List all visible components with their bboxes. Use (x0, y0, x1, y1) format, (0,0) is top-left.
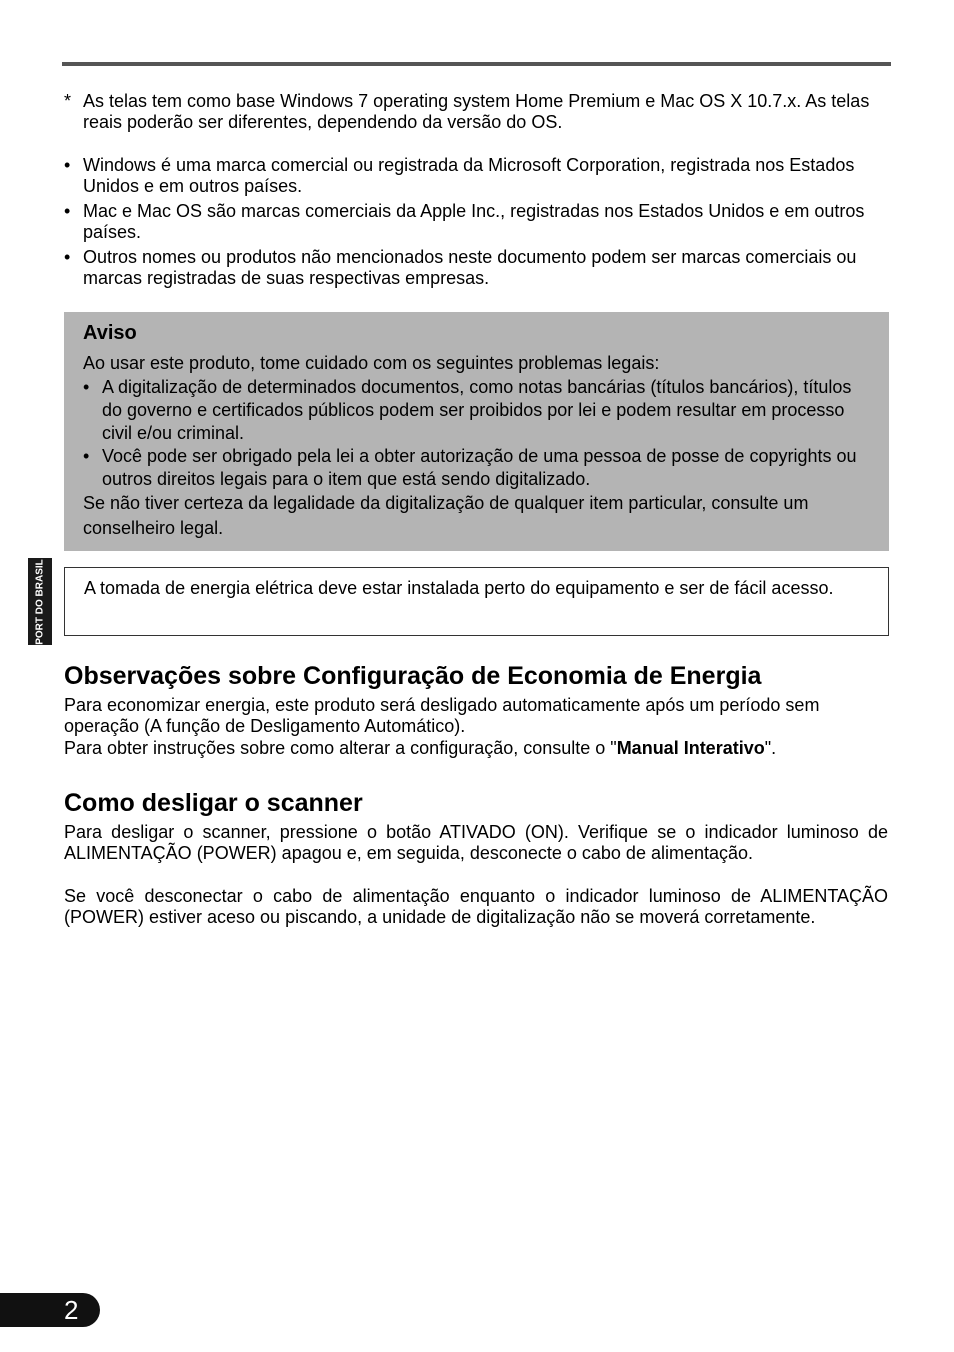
trademark-text: Outros nomes ou produtos não mencionados neste documento podem ser marcas comerciais ou marcas registradas de suas respectivas empresas. (83, 247, 857, 288)
warning-item-text: Você pode ser obrigado pela lei a obter autorização de uma pessoa de posse de copyrights ou outros direitos legais para o item que está sendo digitalizado. (102, 446, 857, 489)
bullet-icon: • (83, 377, 90, 397)
warning-item-text: A digitalização de determinados documentos, como notas bancárias (títulos bancários), títulos do governo e certificados públicos podem ser proibidos por lei e podem resultar em processo civil e/ou criminal. (102, 377, 852, 443)
energy-section-heading: Observações sobre Configuração de Economia de Energia (64, 662, 762, 690)
energy-text: ". (764, 738, 777, 758)
trademark-item (64, 155, 890, 197)
warning-box (64, 312, 889, 551)
manual-reference: Manual Interativo (616, 738, 765, 758)
warning-item (83, 376, 869, 445)
warning-item (83, 445, 869, 491)
bullet-icon: • (64, 201, 71, 221)
screen-note-text: As telas tem como base Windows 7 operating system Home Premium e Mac OS X 10.7.x. As telas reais poderão ser diferentes, dependendo da versão do OS. (83, 91, 870, 132)
shutdown-section-heading: Como desligar o scanner (64, 789, 363, 817)
shutdown-paragraph: Se você desconectar o cabo de alimentação enquanto o indicador luminoso de ALIMENTAÇÃO (POWER) estiver aceso ou piscando, a unidade de digitalização não se moverá corretamente. (64, 886, 888, 927)
bullet-icon: • (64, 155, 71, 175)
top-rule (62, 62, 891, 66)
energy-paragraph-manual (64, 738, 888, 759)
page-number: 2 (64, 1295, 79, 1325)
trademark-text: Windows é uma marca comercial ou registrada da Microsoft Corporation, registrada nos Estados Unidos e em outros países. (83, 155, 855, 196)
outlet-note-box (64, 567, 889, 636)
trademark-item (64, 201, 890, 243)
bullet-icon: • (83, 446, 90, 466)
energy-paragraph: Para economizar energia, este produto será desligado automaticamente após um período sem operação (A função de Desligamento Automático). (64, 695, 820, 736)
outlet-note-text: A tomada de energia elétrica deve estar instalada perto do equipamento e ser de fácil acesso. (84, 578, 834, 598)
trademark-item (64, 247, 890, 289)
asterisk-mark: * (64, 91, 72, 111)
shutdown-paragraph: Para desligar o scanner, pressione o botão ATIVADO (ON). Verifique se o indicador luminoso de ALIMENTAÇÃO (POWER) apagou e, em seguida, desconecte o cabo de alimentação. (64, 822, 888, 863)
screen-note (64, 91, 890, 133)
warning-outro: Se não tiver certeza da legalidade da digitalização de qualquer item particular, consulte um conselheiro legal. (83, 493, 809, 538)
trademark-text: Mac e Mac OS são marcas comerciais da Apple Inc., registradas nos Estados Unidos e em outros países. (83, 201, 865, 242)
page-number-badge (0, 1293, 100, 1327)
energy-text: Para obter instruções sobre como alterar a configuração, consulte o " (64, 738, 617, 758)
warning-intro: Ao usar este produto, tome cuidado com os seguintes problemas legais: (83, 353, 660, 373)
language-side-tab (28, 558, 52, 645)
bullet-icon: • (64, 247, 71, 267)
language-tab-label: PORT DO BRASIL (34, 558, 46, 645)
warning-title: Aviso (83, 322, 137, 344)
